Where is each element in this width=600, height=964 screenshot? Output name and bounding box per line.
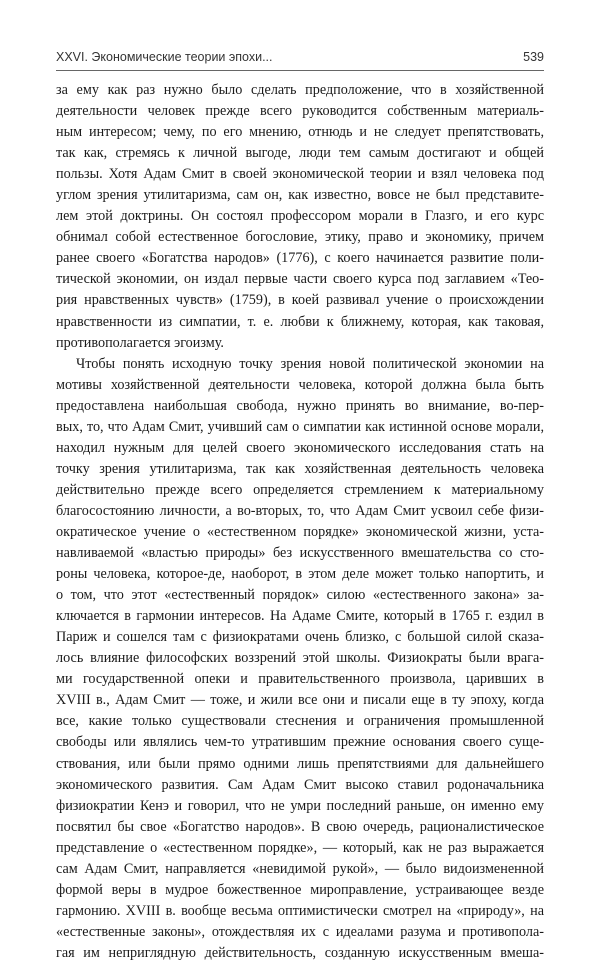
text-line: противополагается эгоизму.	[56, 334, 224, 351]
text-line: XVIII в., Адам Смит — тоже, и жили все они и писали еще в ту эпоху, когда	[56, 692, 544, 709]
text-line: гармонию. XVIII в. вообще весьма оптимистически смотрел на «природу», на	[56, 902, 544, 919]
text-line: лось влияние философских воззрений этой школы. Физиократы были врага-	[56, 650, 544, 667]
text-line: деятельности человек прежде всего руководится собственным материаль-	[56, 103, 544, 120]
text-line: ранее своего «Богатства народов» (1776), с коего начинается развитие поли-	[56, 250, 544, 267]
body-text	[56, 80, 544, 964]
text-line: пользы. Хотя Адам Смит в своей экономической теории и взял человека под	[56, 166, 544, 183]
text-line: физиократии Кенэ и говорил, что не умри последний раньше, он именно ему	[56, 797, 544, 814]
text-line: свободы или являлись чем-то утратившим прежние основания своего суще-	[56, 734, 544, 751]
text-line: ократическое учение о «естественном порядке» экономической жизни, уста-	[56, 523, 544, 540]
text-line: действительно прежде всего определяется стремлением к материальному	[56, 481, 544, 498]
text-line: тической экономии, он издал первые части своего курса под заглавием «Тео-	[56, 271, 544, 288]
text-line: «естественные законы», отождествляя их с идеалами разума и противопола-	[56, 923, 544, 940]
text-line: находил нужным для целей своего экономического исследования стать на	[56, 439, 544, 456]
page-number: 539	[523, 50, 544, 64]
text-line: все, какие только существовали стеснения и ограничения промышленной	[56, 713, 544, 730]
running-title: XXVI. Экономические теории эпохи...	[56, 50, 273, 64]
text-line: так как, стремясь к личной выгоде, люди тем самым достигают и общей	[56, 145, 544, 162]
text-line: рия нравственных чувств» (1759), в коей развивал учение о происхождении	[56, 292, 544, 309]
text-line: экономического развития. Сам Адам Смит высоко ставил родоначальника	[56, 776, 544, 793]
text-line: Чтобы понять исходную точку зрения новой политической экономии на	[76, 355, 544, 372]
text-line: посвятил бы свое «Богатство народов». В свою очередь, рационалистическое	[56, 818, 544, 835]
text-line: за ему как раз нужно было сделать предположение, что в хозяйственной	[56, 82, 544, 98]
text-line: роны человека, которое-де, наоборот, в этом деле может только напортить, и	[56, 566, 544, 583]
text-line: ми государственной опеки и правительственного произвола, царивших в	[56, 671, 544, 688]
running-head	[56, 50, 544, 68]
text-line: обнимал собой естественное богословие, этику, право и экономику, причем	[56, 229, 544, 246]
text-line: мотивы хозяйственной деятельности человека, которой должна была быть	[56, 376, 544, 393]
text-line: лем этой доктрины. Он состоял профессором морали в Глазго, и его курс	[56, 208, 544, 225]
text-line: ключается в гармонии интересов. На Адаме Смите, который в 1765 г. ездил в	[56, 608, 544, 625]
text-line: представление о «естественном порядке», — который, как не раз выражается	[56, 839, 544, 856]
text-line: формой веры в мудрое божественное мироправление, устраивающее везде	[56, 881, 544, 898]
paragraph	[56, 354, 544, 964]
text-line: навливаемой «властью природы» без искусственного вмешательства со сто-	[56, 545, 544, 562]
text-line: предоставлена наибольшая свобода, нужно принять во внимание, во-пер-	[56, 397, 544, 414]
text-line: вых, то, что Адам Смит, учивший сам о симпатии как истинной основе морали,	[56, 418, 544, 435]
text-line: Париж и сошелся там с физиократами очень близко, с большой силой сказа-	[56, 629, 544, 646]
text-line: о том, что этот «естественный порядок» силою «естественного закона» за-	[56, 587, 544, 604]
text-line: нравственности из симпатии, т. е. любви к ближнему, которая, как таковая,	[56, 313, 544, 330]
text-line: углом зрения утилитаризма, сам он, как известно, вовсе не был представите-	[56, 187, 544, 204]
paragraph	[56, 80, 544, 354]
header-rule	[56, 70, 544, 71]
text-line: сам Адам Смит, направляется «невидимой рукой», — было видоизмененной	[56, 860, 544, 877]
text-line: благосостоянию личности, а во-вторых, то, что Адам Смит усвоил себе физи-	[56, 502, 544, 519]
text-line: ствования, или были прямо одними лишь препятствиями для дальнейшего	[56, 755, 544, 772]
text-line: ным интересом; чему, по его мнению, отнюдь и не следует препятствовать,	[56, 124, 544, 141]
text-line: точку зрения утилитаризма, так как хозяйственная деятельность человека	[56, 460, 544, 477]
text-line: гая им неприглядную действительность, созданную искусственным вмеша-	[56, 944, 544, 961]
